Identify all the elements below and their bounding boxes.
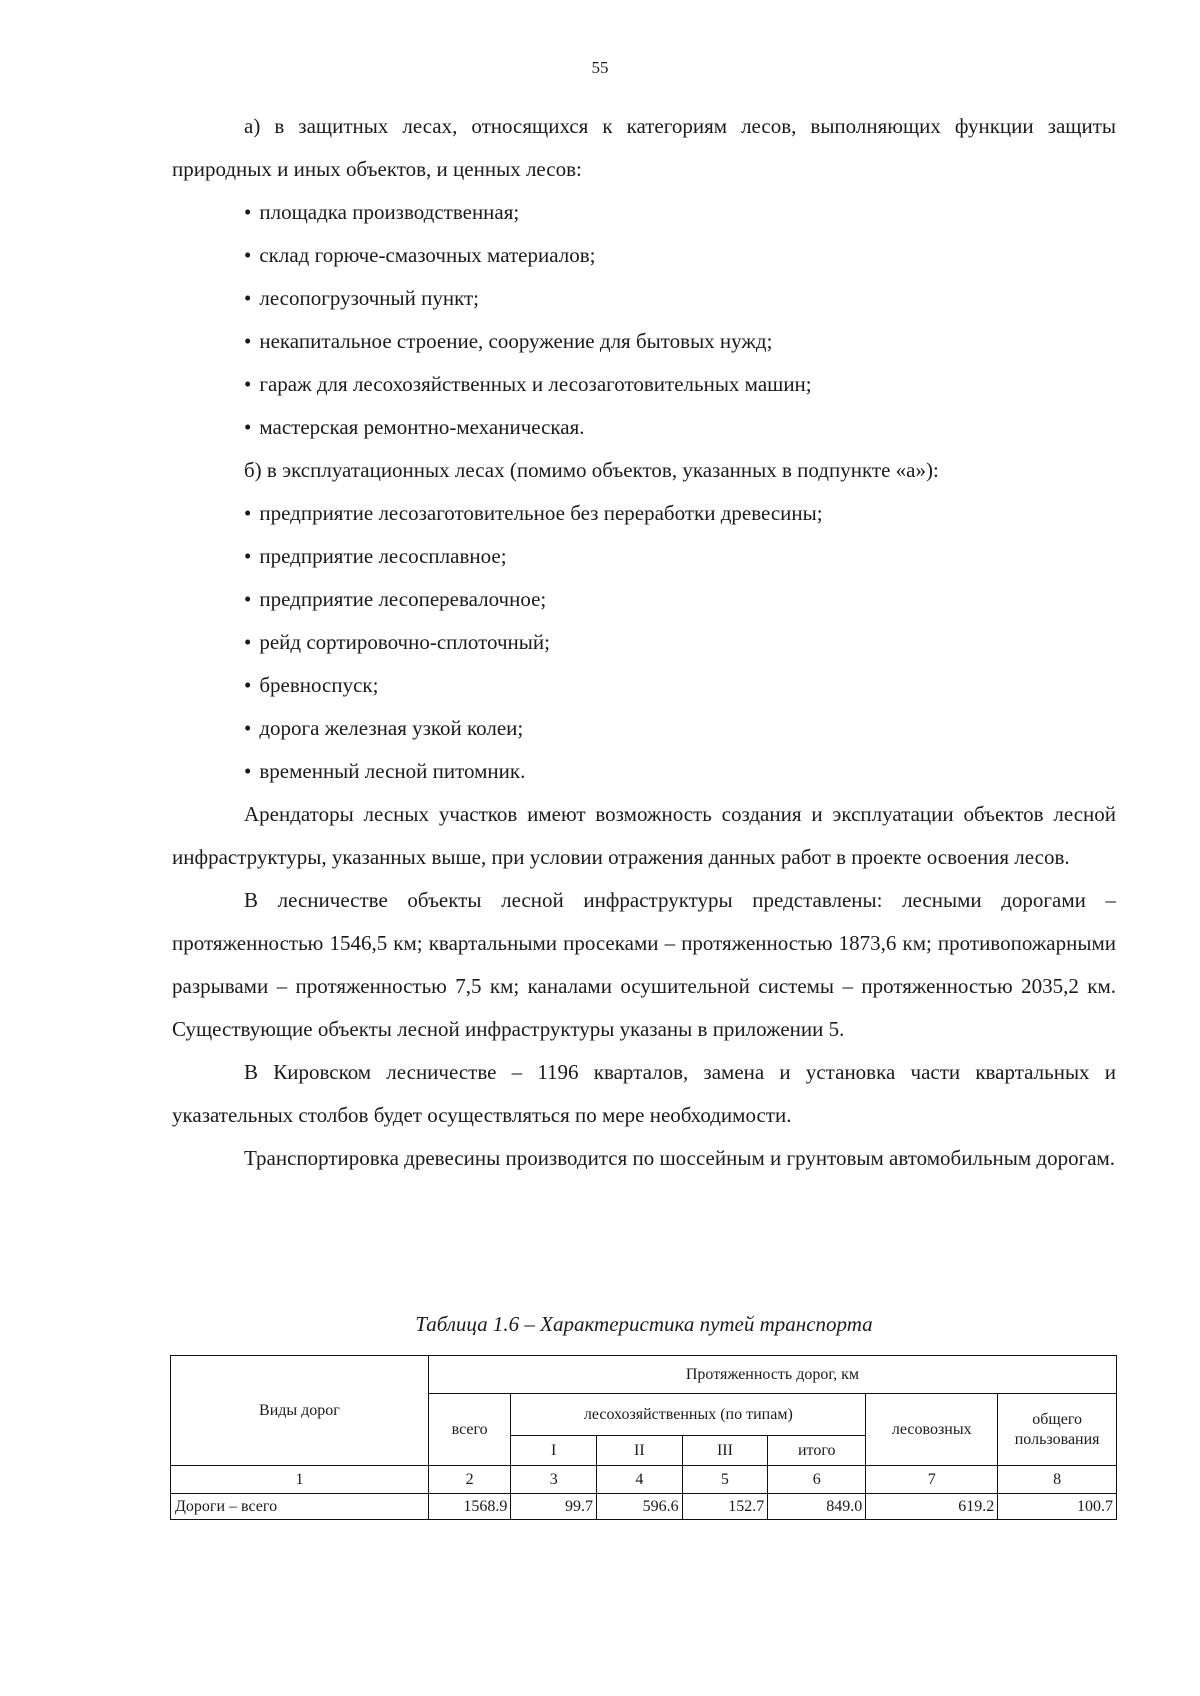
column-number: 6 <box>768 1466 866 1494</box>
table-row <box>171 1494 1117 1520</box>
section-b-intro: б) в эксплуатационных лесах (помимо объектов, указанных в подпункте «а»): <box>244 458 939 482</box>
bullet-icon: • <box>244 587 252 611</box>
bullet-icon: • <box>244 372 252 396</box>
list-item: • гараж для лесохозяйственных и лесозаготовительных машин; <box>172 363 1116 406</box>
section-b-list <box>172 492 1116 793</box>
paragraph-infrastructure: В лесничестве объекты лесной инфраструктуры представлены: лесными дорогами – протяженностью 1546,5 км; квартальными просеками – протяженностью 1873,6 км; противопожарными разрывами – протяженностью 7,5 км; каналами осушительной системы – протяженностью 2035,2 км. Существующие объекты лесной инфраструктуры указаны в приложении 5. <box>172 888 1116 1041</box>
bullet-icon: • <box>244 243 252 267</box>
header-type-1: I <box>511 1436 597 1466</box>
column-number: 4 <box>597 1466 683 1494</box>
header-road-types: Виды дорог <box>171 1356 429 1466</box>
section-a-intro: а) в защитных лесах, относящихся к категориям лесов, выполняющих функции защиты природных и иных объектов, и ценных лесов: <box>172 114 1116 181</box>
bullet-icon: • <box>244 501 252 525</box>
table-cell: 619.2 <box>866 1494 998 1520</box>
list-item: • некапитальное строение, сооружение для бытовых нужд; <box>172 320 1116 363</box>
bullet-icon: • <box>244 673 252 697</box>
header-total: всего <box>428 1394 511 1466</box>
list-item: • лесопогрузочный пункт; <box>172 277 1116 320</box>
table-caption: Таблица 1.6 – Характеристика путей транспорта <box>415 1312 873 1336</box>
bullet-icon: • <box>244 630 252 654</box>
column-number-row <box>171 1466 1117 1494</box>
bullet-icon: • <box>244 716 252 740</box>
bullet-icon: • <box>244 415 252 439</box>
header-public: общего пользования <box>998 1394 1117 1466</box>
list-item: • рейд сортировочно-сплоточный; <box>172 621 1116 664</box>
list-item: • мастерская ремонтно-механическая. <box>172 406 1116 449</box>
paragraph-tenants: Арендаторы лесных участков имеют возможность создания и эксплуатации объектов лесной инфраструктуры, указанных выше, при условии отражения данных работ в проекте освоения лесов. <box>172 802 1116 869</box>
table-cell: 596.6 <box>597 1494 683 1520</box>
list-item: • бревноспуск; <box>172 664 1116 707</box>
header-forestry: лесохозяйственных (по типам) <box>511 1394 866 1436</box>
list-item: • дорога железная узкой колеи; <box>172 707 1116 750</box>
list-item: • предприятие лесосплавное; <box>172 535 1116 578</box>
column-number: 3 <box>511 1466 597 1494</box>
header-type-3: III <box>682 1436 768 1466</box>
table-cell: 99.7 <box>511 1494 597 1520</box>
header-subtotal: итого <box>768 1436 866 1466</box>
header-length: Протяженность дорог, км <box>428 1356 1116 1394</box>
list-item: • временный лесной питомник. <box>172 750 1116 793</box>
bullet-icon: • <box>244 544 252 568</box>
page-number: 55 <box>591 58 609 77</box>
row-label: Дороги – всего <box>171 1494 429 1520</box>
column-number: 2 <box>428 1466 511 1494</box>
table-cell: 100.7 <box>998 1494 1117 1520</box>
body-text <box>172 105 1116 1180</box>
list-item: • предприятие лесозаготовительное без переработки древесины; <box>172 492 1116 535</box>
column-number: 1 <box>171 1466 429 1494</box>
bullet-icon: • <box>244 286 252 310</box>
bullet-icon: • <box>244 759 252 783</box>
bullet-icon: • <box>244 329 252 353</box>
paragraph-quarters: В Кировском лесничестве – 1196 кварталов, замена и установка части квартальных и указательных столбов будет осуществляться по мере необходимости. <box>172 1060 1116 1127</box>
column-number: 8 <box>998 1466 1117 1494</box>
header-type-2: II <box>597 1436 683 1466</box>
list-item: • площадка производственная; <box>172 191 1116 234</box>
bullet-icon: • <box>244 200 252 224</box>
table-cell: 1568.9 <box>428 1494 511 1520</box>
column-number: 7 <box>866 1466 998 1494</box>
table-header-row <box>171 1356 1117 1394</box>
list-item: • предприятие лесоперевалочное; <box>172 578 1116 621</box>
column-number: 5 <box>682 1466 768 1494</box>
roads-table <box>170 1355 1117 1520</box>
list-item: • склад горюче-смазочных материалов; <box>172 234 1116 277</box>
table-cell: 152.7 <box>682 1494 768 1520</box>
table-cell: 849.0 <box>768 1494 866 1520</box>
header-logging: лесовозных <box>866 1394 998 1466</box>
paragraph-transport: Транспортировка древесины производится по шоссейным и грунтовым автомобильным дорогам. <box>244 1146 1116 1170</box>
section-a-list <box>172 191 1116 449</box>
